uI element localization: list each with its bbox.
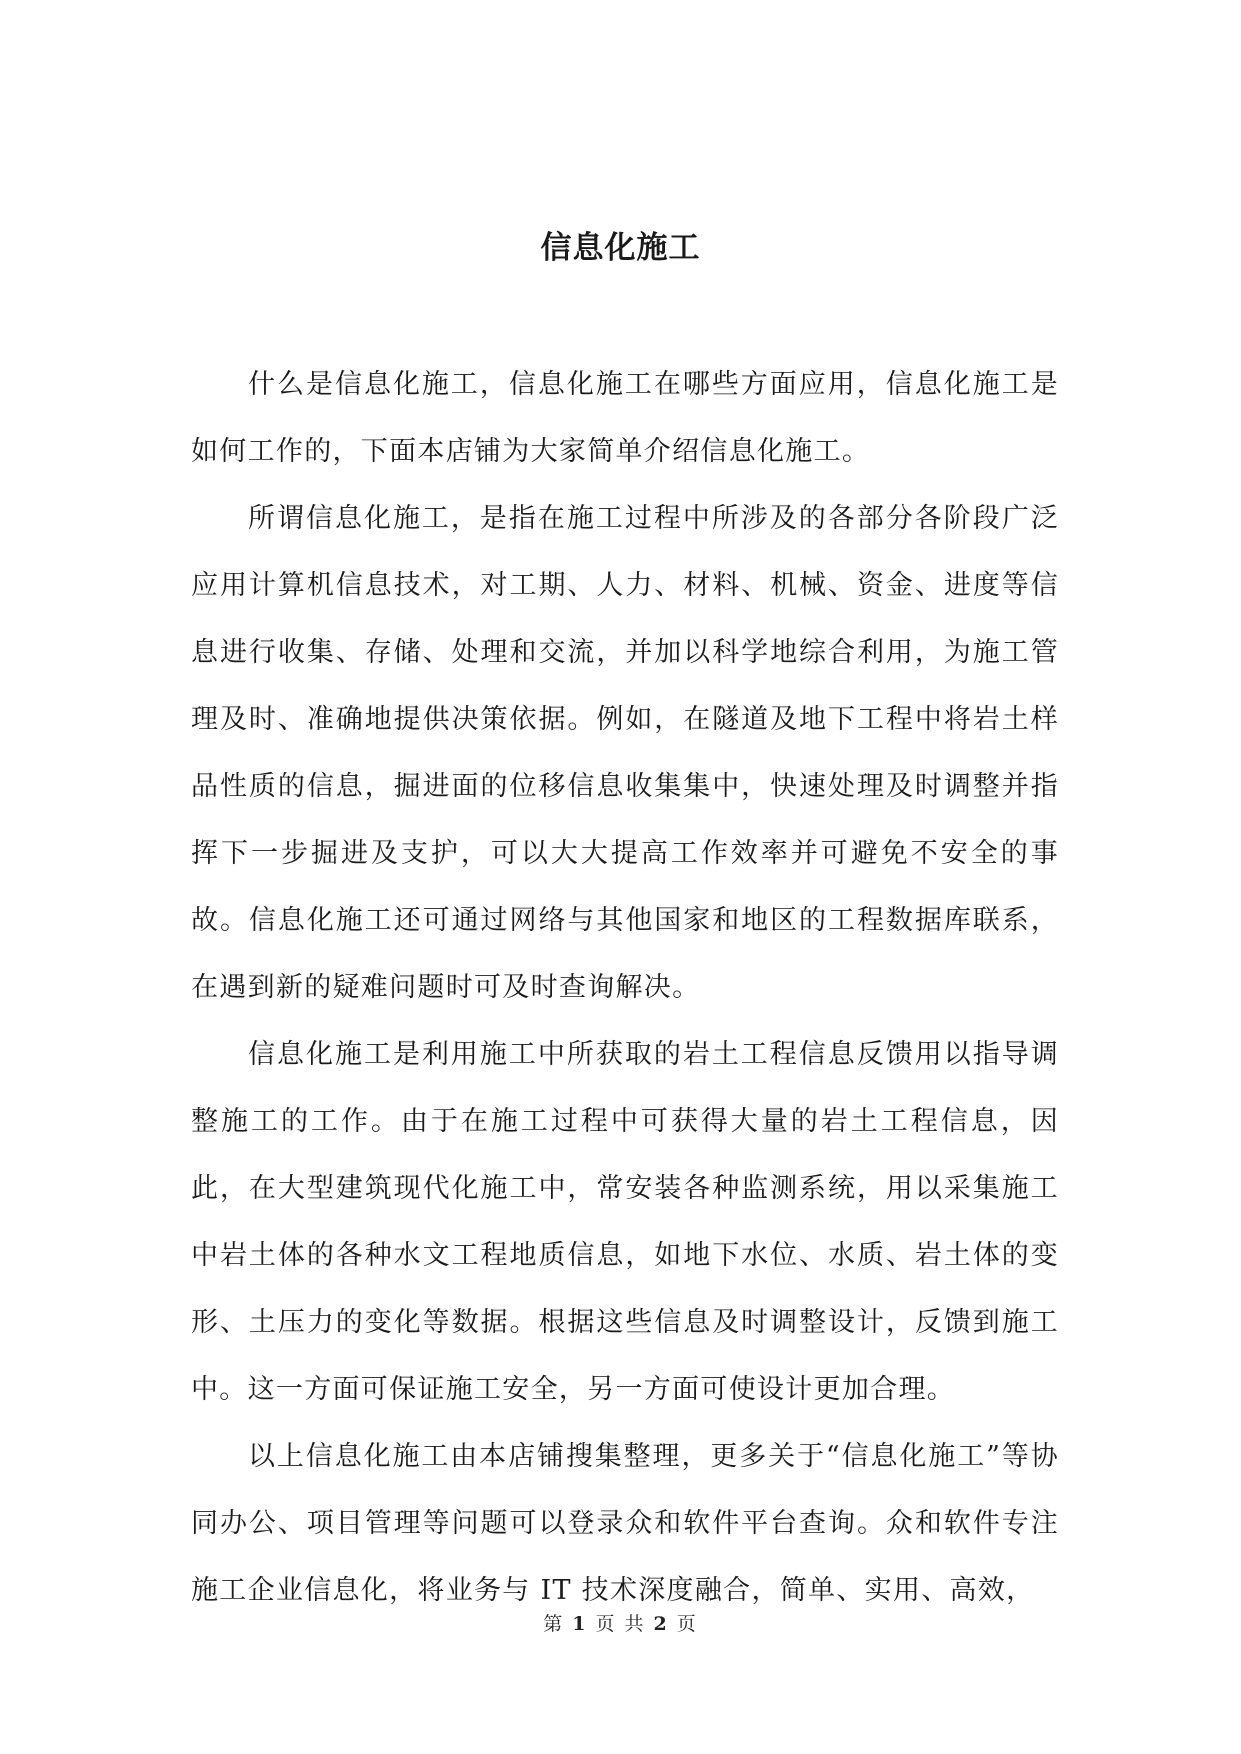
- footer-page-number: 1: [572, 1613, 588, 1635]
- document-title: 信息化施工: [540, 230, 701, 266]
- footer-middle: 页 共: [595, 1613, 646, 1635]
- footer-suffix: 页: [676, 1613, 698, 1635]
- paragraph-4: 以上信息化施工由本店铺搜集整理，更多关于“信息化施工”等协同办公、项目管理等问题可以登录众和软件平台查询。众和软件专注施工企业信息化，将业务与 IT 技术深度融合，简单、实用、高效，: [191, 1441, 1059, 1606]
- paragraph-3: 信息化施工是利用施工中所获取的岩土工程信息反馈用以指导调整施工的工作。由于在施工过程中可获得大量的岩土工程信息，因此，在大型建筑现代化施工中，常安装各种监测系统，用以采集施工中岩土体的各种水文工程地质信息，如地下水位、水质、岩土体的变形、土压力的变化等数据。根据这些信息及时调整设计，反馈到施工中。这一方面可保证施工安全，另一方面可使设计更加合理。: [191, 1039, 1059, 1405]
- page-footer: [0, 1609, 1241, 1636]
- document-body: [191, 351, 1059, 1624]
- footer-prefix: 第: [543, 1613, 565, 1635]
- footer-total-pages: 2: [653, 1613, 669, 1635]
- paragraph-2: 所谓信息化施工，是指在施工过程中所涉及的各部分各阶段广泛应用计算机信息技术，对工期、人力、材料、机械、资金、进度等信息进行收集、存储、处理和交流，并加以科学地综合利用，为施工管理及时、准确地提供决策依据。例如，在隧道及地下工程中将岩土样品性质的信息，掘进面的位移信息收集集中，快速处理及时调整并指挥下一步掘进及支护，可以大大提高工作效率并可避免不安全的事故。信息化施工还可通过网络与其他国家和地区的工程数据库联系，在遇到新的疑难问题时可及时查询解决。: [191, 503, 1059, 1003]
- paragraph-1: 什么是信息化施工，信息化施工在哪些方面应用，信息化施工是如何工作的，下面本店铺为大家简单介绍信息化施工。: [191, 369, 1059, 467]
